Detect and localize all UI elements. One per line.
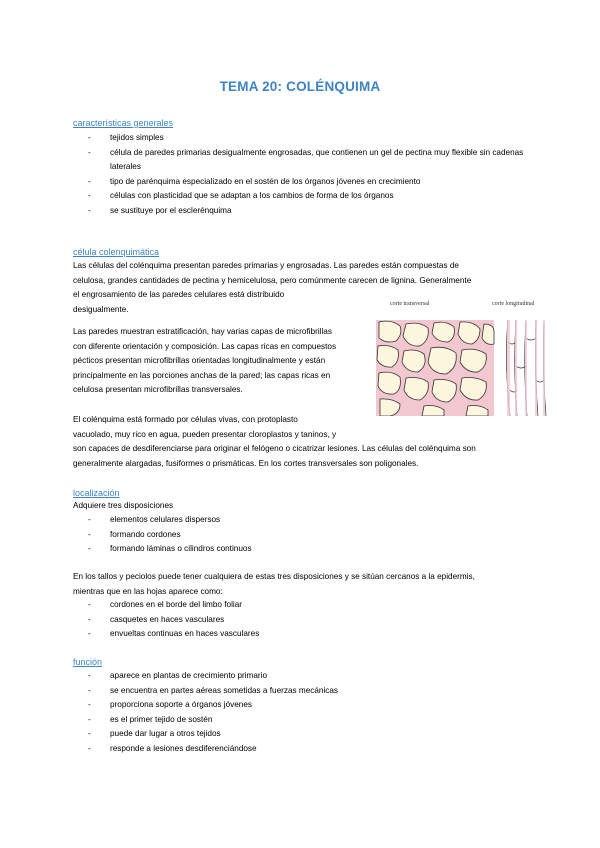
text-line: En los tallos y peciolos puede tener cualquiera de estas tres disposiciones y se sitúan cercanos a la epidermis,	[73, 572, 475, 581]
text-line: principalmente en las porciones anchas de la pared; las capas ricas en	[73, 370, 331, 380]
localizacion-intro: Adquiere tres disposiciones	[73, 501, 174, 510]
text-line: pécticos presentan microfibrillas orientadas longitudinalmente y están	[73, 356, 326, 366]
list-item: - cordones en el borde del limbo foliar	[88, 598, 488, 613]
text-line: son capaces de desdiferenciarse para originar el felógeno o cicatrizar lesiones. Las células del colénquima son	[73, 444, 476, 454]
text-line: vacuolado, muy rico en agua, pueden presentar cloroplastos y taninos, y	[73, 429, 337, 439]
text-line: generalmente alargadas, fusiformes o prismáticas. En los cortes transversales son poligonales.	[73, 458, 419, 468]
transversal-section-illustration	[376, 320, 494, 416]
text-line: Las células del colénquima presentan paredes primarias y engrosadas. Las paredes están compuestas de	[73, 261, 459, 270]
list-item: - células con plasticidad que se adaptan a los cambios de forma de los órganos	[88, 189, 528, 204]
list-funcion	[88, 669, 488, 757]
figure-caption-transversal: corte transversal	[390, 301, 430, 307]
page-title: TEMA 20: COLÉNQUIMA	[219, 79, 381, 94]
list-item: - es el primer tejido de sostén	[88, 713, 488, 728]
list-item: - casquetes en haces vasculares	[88, 613, 488, 628]
section-heading-caracteristicas: características generales	[73, 118, 174, 128]
list-item: - puede dar lugar a otros tejidos	[88, 727, 488, 742]
section-heading-funcion: función	[73, 657, 103, 667]
section-heading-localizacion: localización	[73, 488, 120, 498]
list-item: - responde a lesiones desdiferenciándose	[88, 742, 488, 757]
section-heading-celula: célula colenquimática	[73, 247, 160, 257]
list-item: - tipo de parénquima especializado en el sostén de los órganos jóvenes en crecimiento	[88, 175, 528, 190]
list-localizacion-hojas	[88, 598, 488, 642]
list-item: - proporciona soporte a órganos jóvenes	[88, 698, 488, 713]
list-caracteristicas	[88, 131, 528, 219]
text-line: Las paredes muestran estratificación, hay varias capas de microfibrillas	[73, 327, 332, 336]
colenquima-figure	[376, 320, 560, 416]
list-item: - se sustituye por el esclerénquima	[88, 204, 528, 219]
paragraph-celula-1	[73, 259, 543, 317]
list-item: - formando cordones	[88, 528, 488, 543]
text-line: con diferente orientación y composición. Las capas ricas en compuestos	[73, 341, 337, 351]
list-item: - formando láminas o cilindros continuos	[88, 542, 488, 557]
text-line: el engrosamiento de las paredes celulares está distribuido	[73, 290, 285, 300]
text-line: El colénquima está formado por células vivas, con protoplasto	[73, 415, 298, 424]
paragraph-celula-2	[73, 325, 373, 398]
paragraph-localizacion	[73, 570, 553, 599]
list-item: - tejidos simples	[88, 131, 528, 146]
paragraph-celula-3	[73, 413, 553, 471]
text-line: desigualmente.	[73, 304, 129, 314]
list-item: - elementos celulares dispersos	[88, 513, 488, 528]
list-item: - aparece en plantas de crecimiento primario	[88, 669, 488, 684]
figure-caption-longitudinal: corte longitudinal	[492, 301, 535, 307]
list-item: - se encuentra en partes aéreas sometidas a fuerzas mecánicas	[88, 684, 488, 699]
list-localizacion	[88, 513, 488, 557]
longitudinal-wall-tint	[507, 320, 545, 416]
list-item: - envueltas continuas en haces vasculares	[88, 627, 488, 642]
text-line: mientras que en las hojas aparece como:	[73, 586, 223, 596]
text-line: celulosa presentan microfibrillas transversales.	[73, 385, 243, 395]
text-line: celulosa, grandes cantidades de pectina y hemicelulosa, pero comúnmente carecen de lignina. Generalmente	[73, 275, 472, 285]
list-item: - célula de paredes primarias desigualmente engrosadas, que contienen un gel de pectina muy flexible sin cadenas laterales	[88, 146, 528, 175]
